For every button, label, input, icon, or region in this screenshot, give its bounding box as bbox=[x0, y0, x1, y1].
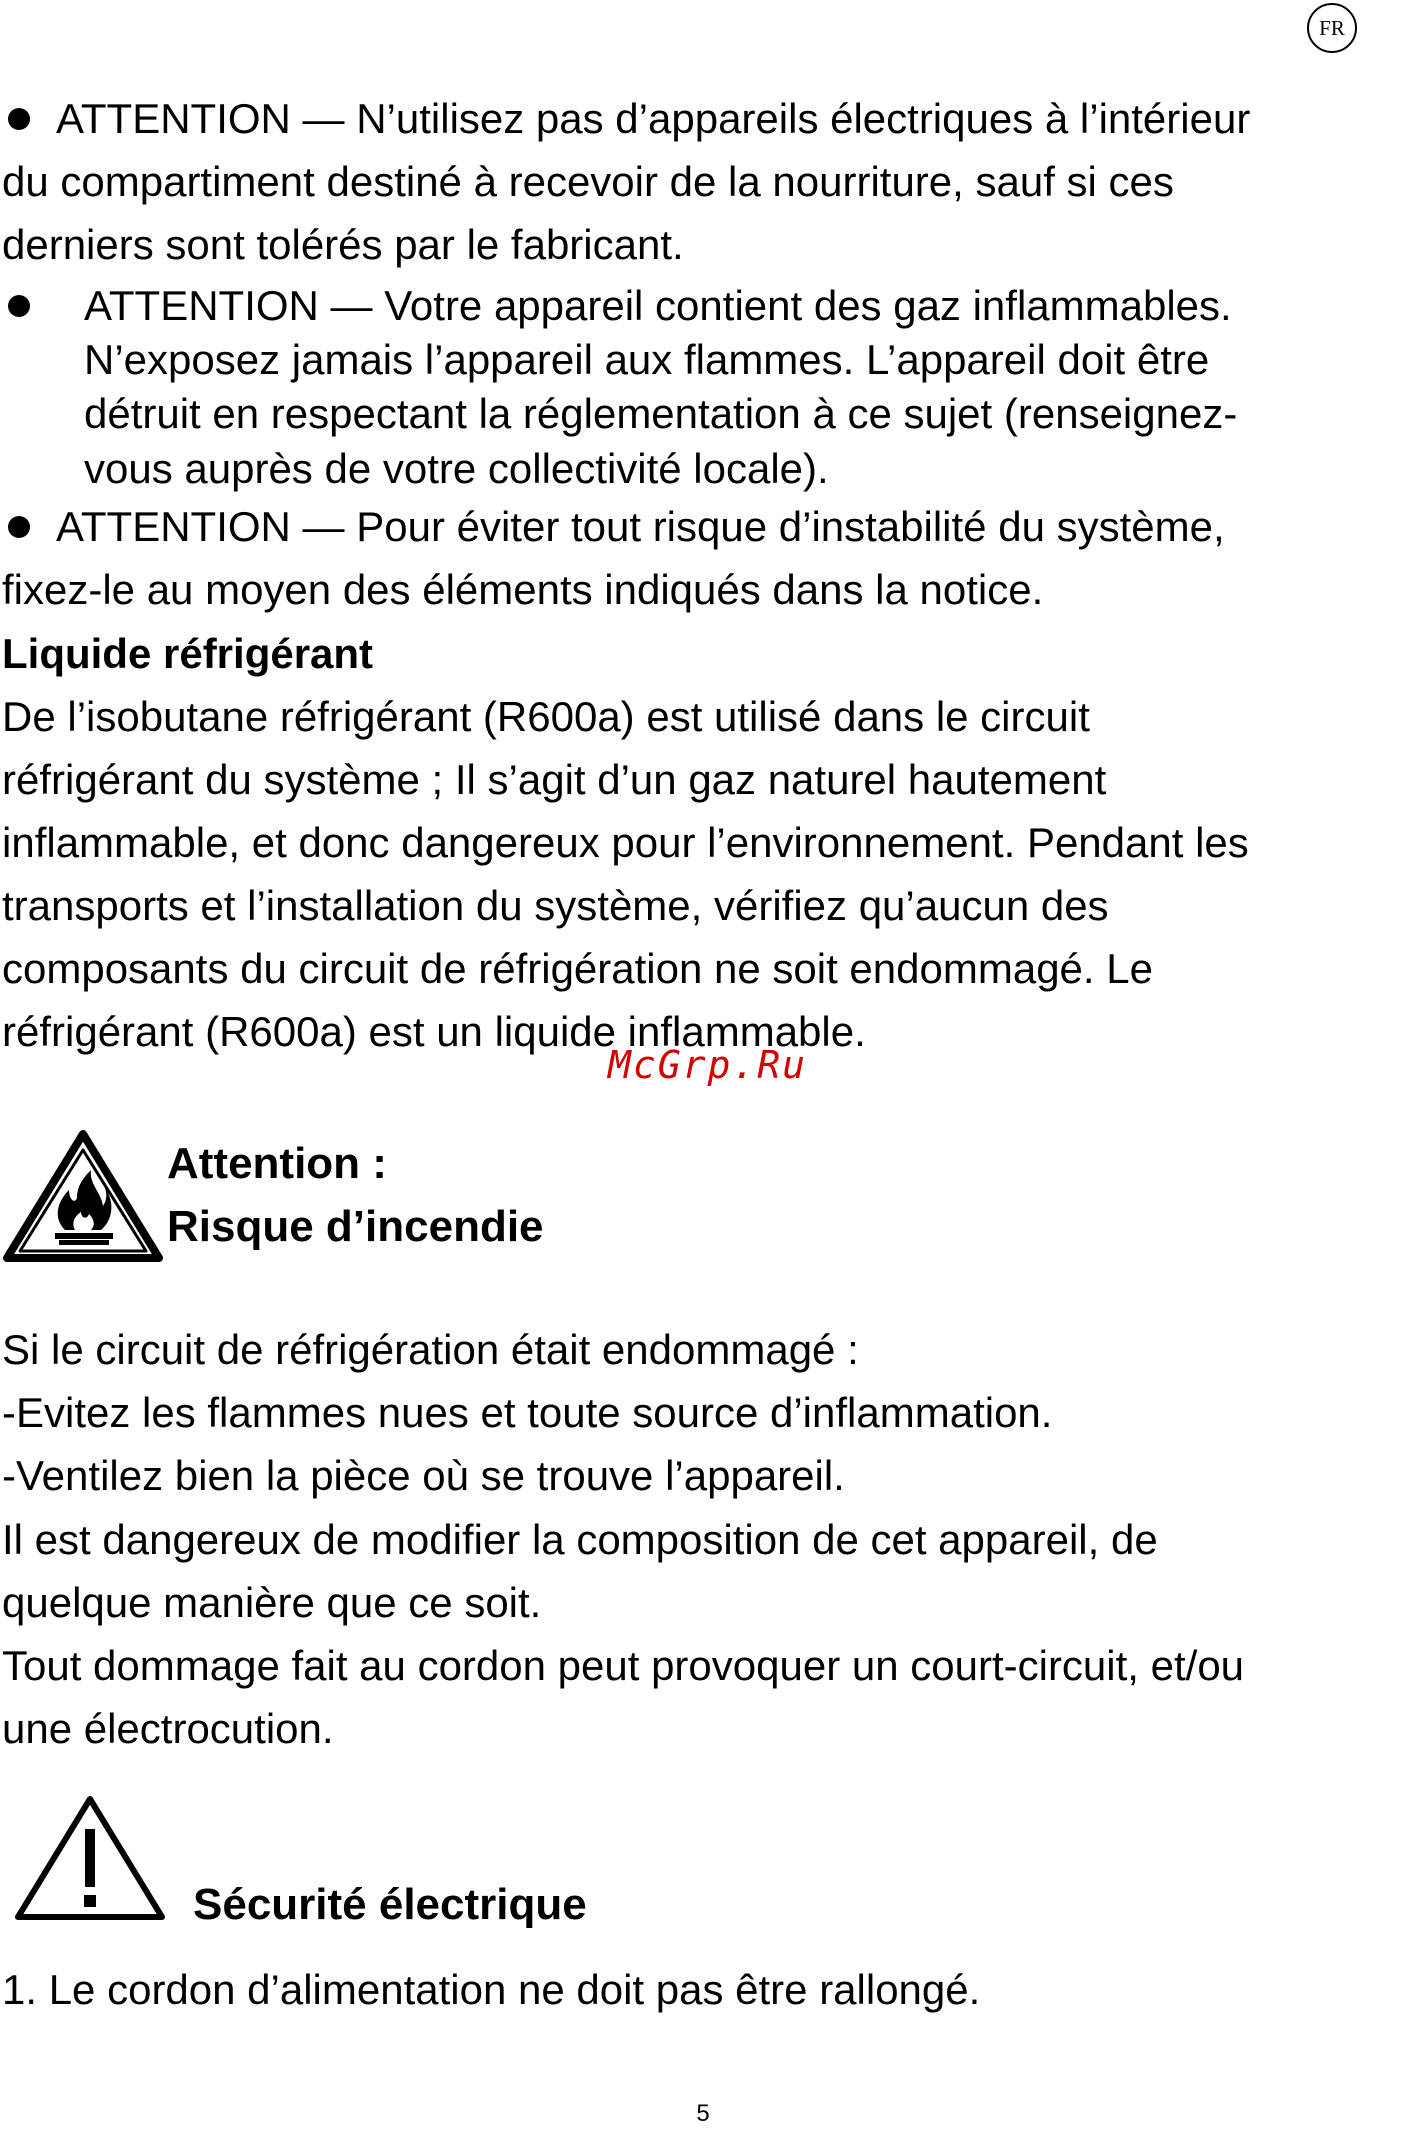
damage-line: -Evitez les flammes nues et toute source d’inflammation. bbox=[2, 1389, 1053, 1436]
warning-3-first-line: ATTENTION — Pour éviter tout risque d’instabilité du système, bbox=[56, 503, 1225, 550]
warning-3-line: fixez-le au moyen des éléments indiqués dans la notice. bbox=[2, 566, 1044, 613]
warning-2-line: N’exposez jamais l’appareil aux flammes. L’appareil doit être bbox=[84, 336, 1210, 383]
refrigerant-line: De l’isobutane réfrigérant (R600a) est utilisé dans le circuit bbox=[2, 693, 1090, 740]
warning-1-first-line: ATTENTION — N’utilisez pas d’appareils électriques à l’intérieur bbox=[56, 95, 1251, 142]
warning-2-line: détruit en respectant la réglementation à ce sujet (renseignez- bbox=[84, 390, 1238, 437]
fire-hazard-icon bbox=[3, 1130, 163, 1264]
damage-line: Si le circuit de réfrigération était endommagé : bbox=[2, 1326, 859, 1373]
warning-2-first-line: ATTENTION — Votre appareil contient des gaz inflammables. bbox=[84, 282, 1232, 329]
bullet-dot bbox=[8, 516, 30, 538]
refrigerant-line: composants du circuit de réfrigération ne soit endommagé. Le bbox=[2, 945, 1153, 992]
refrigerant-line: réfrigérant du système ; Il s’agit d’un gaz naturel hautement bbox=[2, 756, 1107, 803]
damage-line: Il est dangereux de modifier la composition de cet appareil, de bbox=[2, 1516, 1158, 1563]
bullet-dot bbox=[8, 295, 30, 317]
damage-line: quelque manière que ce soit. bbox=[2, 1579, 542, 1626]
bullet-dot bbox=[8, 108, 30, 130]
damage-line: une électrocution. bbox=[2, 1705, 334, 1752]
damage-line: -Ventilez bien la pièce où se trouve l’appareil. bbox=[2, 1452, 845, 1499]
fire-warning-line1: Attention : bbox=[167, 1139, 387, 1188]
warning-1-line: du compartiment destiné à recevoir de la nourriture, sauf si ces bbox=[2, 158, 1174, 205]
refrigerant-line: réfrigérant (R600a) est un liquide inflammable. bbox=[2, 1008, 866, 1055]
damage-line: Tout dommage fait au cordon peut provoquer un court-circuit, et/ou bbox=[2, 1642, 1245, 1689]
language-badge: FR bbox=[1307, 3, 1357, 53]
page-number: 5 bbox=[696, 2100, 710, 2127]
refrigerant-line: inflammable, et donc dangereux pour l’environnement. Pendant les bbox=[2, 819, 1249, 866]
refrigerant-line: transports et l’installation du système, vérifiez qu’aucun des bbox=[2, 882, 1109, 929]
watermark: McGrp.Ru bbox=[608, 1043, 808, 1087]
warning-2-line: vous auprès de votre collectivité locale). bbox=[84, 445, 829, 492]
warning-1-line: derniers sont tolérés par le fabricant. bbox=[2, 221, 684, 268]
warning-exclamation-icon bbox=[12, 1793, 168, 1923]
section-title-electrical-safety: Sécurité électrique bbox=[193, 1880, 587, 1929]
electrical-item-1: 1. Le cordon d’alimentation ne doit pas être rallongé. bbox=[2, 1966, 981, 2013]
fire-warning-line2: Risque d’incendie bbox=[167, 1202, 544, 1251]
section-title-refrigerant: Liquide réfrigérant bbox=[2, 630, 374, 677]
